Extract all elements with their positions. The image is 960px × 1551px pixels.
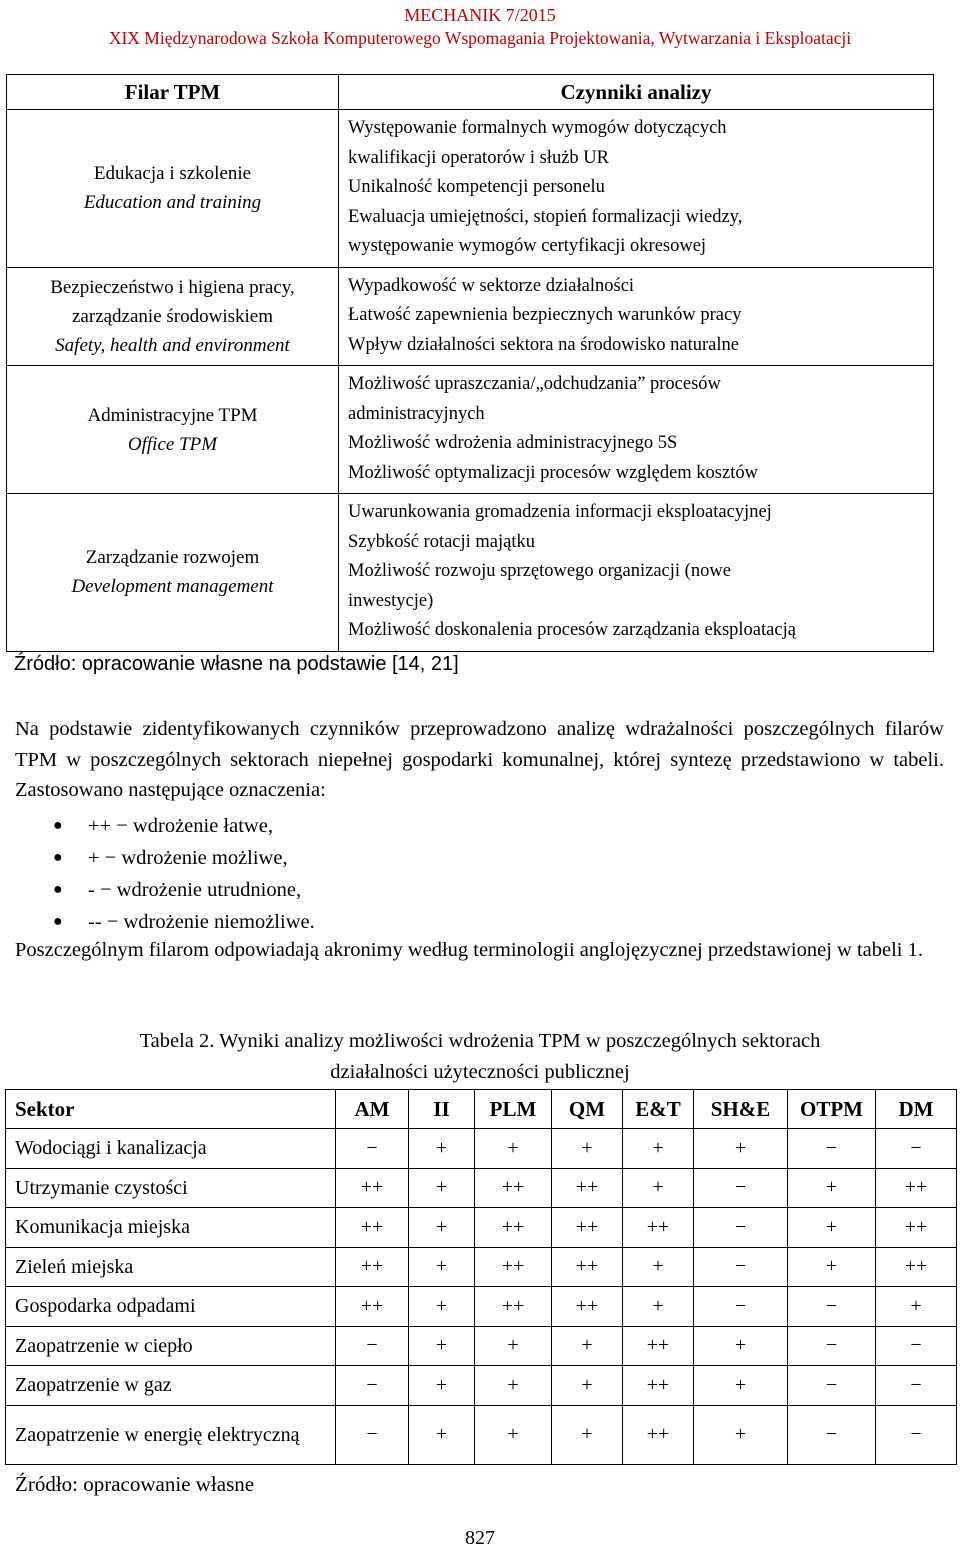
rating-cell: ++ bbox=[552, 1287, 623, 1327]
pillar-name-pl: Bezpieczeństwo i higiena pracy, bbox=[50, 276, 295, 298]
rating-cell: + bbox=[552, 1366, 623, 1406]
rating-cell: + bbox=[409, 1247, 475, 1287]
notation-text: -- − wdrożenie niemożliwe. bbox=[88, 911, 315, 933]
factor-line: Wypadkowość w sektorze działalności bbox=[348, 275, 635, 296]
pillar-name-en: Safety, health and environment bbox=[55, 334, 290, 356]
factor-line: kwalifikacji operatorów i służb UR bbox=[348, 147, 609, 168]
column-header-am: AM bbox=[336, 1090, 409, 1129]
column-header-sector: Sektor bbox=[6, 1090, 336, 1129]
rating-cell: ++ bbox=[475, 1247, 552, 1287]
rating-cell: + bbox=[694, 1366, 788, 1406]
rating-cell: + bbox=[788, 1168, 876, 1208]
rating-cell: + bbox=[409, 1287, 475, 1327]
factors-cell bbox=[339, 494, 934, 652]
rating-cell: + bbox=[788, 1208, 876, 1248]
rating-cell: + bbox=[475, 1326, 552, 1366]
factor-line: Szybkość rotacji majątku bbox=[348, 531, 536, 552]
sector-name: Gospodarka odpadami bbox=[6, 1287, 336, 1327]
table-header-row bbox=[6, 1090, 957, 1129]
table-row bbox=[6, 1168, 957, 1208]
bullet-icon: ● bbox=[53, 849, 63, 866]
rating-cell: − bbox=[788, 1287, 876, 1327]
rating-cell: + bbox=[694, 1405, 788, 1464]
pillar-cell bbox=[7, 110, 339, 268]
rating-cell: + bbox=[409, 1168, 475, 1208]
column-header-factors: Czynniki analizy bbox=[339, 75, 934, 110]
rating-cell: − bbox=[788, 1129, 876, 1169]
rating-cell: − bbox=[788, 1366, 876, 1406]
rating-cell: + bbox=[694, 1326, 788, 1366]
rating-cell: ++ bbox=[475, 1168, 552, 1208]
table-row bbox=[6, 1366, 957, 1406]
sector-name: Zaopatrzenie w ciepło bbox=[6, 1326, 336, 1366]
rating-cell: + bbox=[475, 1129, 552, 1169]
rating-cell: + bbox=[409, 1366, 475, 1406]
table-row bbox=[6, 1405, 957, 1464]
sector-name: Utrzymanie czystości bbox=[6, 1168, 336, 1208]
pillar-cell bbox=[7, 267, 339, 366]
caption-line: działalności użyteczności publicznej bbox=[330, 1061, 630, 1083]
paragraph-text: Na podstawie zidentyfikowanych czynników przeprowadzono analizę wdrażalności poszczególnych filarów TPM w poszczególnych sektorach niepełnej gospodarki komunalnej, której syntezę przedstawiono w tabeli. Zastosowano następujące oznaczenia: bbox=[15, 718, 944, 801]
table-row bbox=[6, 1287, 957, 1327]
table-row bbox=[6, 1208, 957, 1248]
paragraph-acronyms bbox=[15, 935, 944, 966]
column-header-plm: PLM bbox=[475, 1090, 552, 1129]
notation-text: - − wdrożenie utrudnione, bbox=[88, 879, 302, 901]
rating-cell: ++ bbox=[552, 1247, 623, 1287]
table2-source: Źródło: opracowanie własne bbox=[15, 1472, 255, 1496]
rating-cell: − bbox=[876, 1326, 957, 1366]
column-header-otpm: OTPM bbox=[788, 1090, 876, 1129]
rating-cell: + bbox=[623, 1168, 694, 1208]
table-row bbox=[7, 110, 934, 268]
rating-cell: ++ bbox=[623, 1405, 694, 1464]
rating-cell: − bbox=[336, 1326, 409, 1366]
rating-cell: ++ bbox=[336, 1168, 409, 1208]
rating-cell: + bbox=[623, 1129, 694, 1169]
column-header-she: SH&E bbox=[694, 1090, 788, 1129]
sector-name: Zieleń miejska bbox=[6, 1247, 336, 1287]
rating-cell: + bbox=[409, 1405, 475, 1464]
table2-caption bbox=[0, 1026, 960, 1088]
notation-item bbox=[15, 906, 315, 938]
factor-line: Możliwość rozwoju sprzętowego organizacji (nowe bbox=[348, 561, 731, 581]
pillar-name-pl: Administracyjne TPM bbox=[87, 404, 258, 426]
rating-cell: ++ bbox=[336, 1287, 409, 1327]
rating-cell: − bbox=[694, 1247, 788, 1287]
bullet-icon: ● bbox=[53, 881, 63, 898]
pillar-cell bbox=[7, 494, 339, 652]
rating-cell: + bbox=[409, 1208, 475, 1248]
rating-cell: ++ bbox=[623, 1366, 694, 1406]
sector-name: Wodociągi i kanalizacja bbox=[6, 1129, 336, 1169]
rating-cell: ++ bbox=[623, 1326, 694, 1366]
table-row bbox=[6, 1247, 957, 1287]
paragraph-text: Poszczególnym filarom odpowiadają akronimy według terminologii anglojęzycznej przedstawionej w tabeli 1. bbox=[15, 939, 923, 961]
rating-cell: − bbox=[694, 1208, 788, 1248]
table-row bbox=[7, 494, 934, 652]
rating-cell: ++ bbox=[475, 1287, 552, 1327]
bullet-icon: ● bbox=[53, 817, 63, 834]
table-row bbox=[7, 366, 934, 494]
factor-line: inwestycje) bbox=[348, 590, 434, 611]
sector-name: Komunikacja miejska bbox=[6, 1208, 336, 1248]
sector-name: Zaopatrzenie w gaz bbox=[6, 1366, 336, 1406]
notation-item bbox=[15, 874, 315, 906]
rating-cell: + bbox=[409, 1129, 475, 1169]
column-header-pillar: Filar TPM bbox=[7, 75, 339, 110]
rating-cell: ++ bbox=[552, 1208, 623, 1248]
factor-line: Wpływ działalności sektora na środowisko naturalne bbox=[348, 334, 739, 355]
table-row bbox=[6, 1129, 957, 1169]
rating-cell: + bbox=[876, 1287, 957, 1327]
notation-item bbox=[15, 810, 315, 842]
page-number: 827 bbox=[465, 1527, 495, 1549]
rating-cell: + bbox=[623, 1247, 694, 1287]
tpm-results-table bbox=[5, 1089, 957, 1465]
tpm-factors-table bbox=[6, 74, 934, 652]
rating-cell: ++ bbox=[336, 1247, 409, 1287]
factors-cell bbox=[339, 110, 934, 268]
factor-line: Możliwość wdrożenia administracyjnego 5S bbox=[348, 433, 678, 453]
factor-line: Możliwość upraszczania/„odchudzania” procesów bbox=[348, 374, 721, 394]
rating-cell: ++ bbox=[336, 1208, 409, 1248]
notation-text: + − wdrożenie możliwe, bbox=[88, 847, 288, 869]
bullet-icon: ● bbox=[53, 913, 63, 930]
factor-line: Łatwość zapewnienia bezpiecznych warunków pracy bbox=[348, 305, 742, 325]
caption-line: Tabela 2. Wyniki analizy możliwości wdrożenia TPM w poszczególnych sektorach bbox=[139, 1030, 821, 1052]
rating-cell: − bbox=[876, 1129, 957, 1169]
pillar-name-en: Office TPM bbox=[127, 433, 218, 455]
rating-cell: − bbox=[336, 1366, 409, 1406]
rating-cell: − bbox=[876, 1366, 957, 1406]
rating-cell: − bbox=[336, 1129, 409, 1169]
notation-list bbox=[15, 810, 315, 938]
table-header-row bbox=[7, 75, 934, 110]
pillar-name-pl: Zarządzanie rozwojem bbox=[85, 547, 260, 569]
pillar-name-en: Education and training bbox=[83, 192, 262, 214]
notation-text: ++ − wdrożenie łatwe, bbox=[88, 815, 273, 837]
rating-cell: − bbox=[788, 1326, 876, 1366]
rating-cell: − bbox=[694, 1168, 788, 1208]
rating-cell: + bbox=[552, 1405, 623, 1464]
rating-cell: + bbox=[475, 1405, 552, 1464]
rating-cell: + bbox=[475, 1366, 552, 1406]
rating-cell: ++ bbox=[876, 1247, 957, 1287]
rating-cell: + bbox=[623, 1287, 694, 1327]
rating-cell: − bbox=[336, 1405, 409, 1464]
rating-cell: ++ bbox=[623, 1208, 694, 1248]
notation-item bbox=[15, 842, 315, 874]
sector-name: Zaopatrzenie w energię elektryczną bbox=[6, 1405, 336, 1464]
factor-line: Ewaluacja umiejętności, stopień formalizacji wiedzy, bbox=[348, 206, 743, 227]
rating-cell: ++ bbox=[552, 1168, 623, 1208]
paragraph-intro bbox=[15, 714, 944, 806]
pillar-name-pl: zarządzanie środowiskiem bbox=[72, 305, 273, 327]
rating-cell: − bbox=[876, 1405, 957, 1464]
rating-cell: + bbox=[694, 1129, 788, 1169]
rating-cell: − bbox=[788, 1405, 876, 1464]
column-header-ii: II bbox=[409, 1090, 475, 1129]
factors-cell bbox=[339, 267, 934, 366]
factor-line: Możliwość optymalizacji procesów względem kosztów bbox=[348, 462, 758, 483]
factor-line: Występowanie formalnych wymogów dotyczących bbox=[348, 118, 727, 138]
rating-cell: − bbox=[694, 1287, 788, 1327]
journal-title: MECHANIK 7/2015 bbox=[404, 5, 556, 25]
factor-line: administracyjnych bbox=[348, 403, 485, 424]
pillar-name-pl: Edukacja i szkolenie bbox=[93, 163, 252, 185]
conference-title: XIX Międzynarodowa Szkoła Komputerowego Wspomagania Projektowania, Wytwarzania i Eksploatacji bbox=[108, 28, 852, 48]
rating-cell: ++ bbox=[475, 1208, 552, 1248]
factors-cell bbox=[339, 366, 934, 494]
rating-cell: ++ bbox=[876, 1208, 957, 1248]
rating-cell: + bbox=[552, 1326, 623, 1366]
rating-cell: + bbox=[409, 1326, 475, 1366]
factor-line: Unikalność kompetencji personelu bbox=[348, 177, 605, 197]
table1-source: Źródło: opracowanie własne na podstawie [14, 21] bbox=[14, 653, 459, 675]
table-row bbox=[7, 267, 934, 366]
factor-line: Możliwość doskonalenia procesów zarządzania eksploatacją bbox=[348, 620, 796, 640]
pillar-cell bbox=[7, 366, 339, 494]
rating-cell: + bbox=[788, 1247, 876, 1287]
factor-line: występowanie wymogów certyfikacji okresowej bbox=[348, 236, 707, 256]
column-header-dm: DM bbox=[876, 1090, 957, 1129]
rating-cell: ++ bbox=[876, 1168, 957, 1208]
journal-header bbox=[0, 4, 960, 50]
column-header-qm: QM bbox=[552, 1090, 623, 1129]
table-row bbox=[6, 1326, 957, 1366]
column-header-et: E&T bbox=[623, 1090, 694, 1129]
factor-line: Uwarunkowania gromadzenia informacji eksploatacyjnej bbox=[348, 502, 772, 522]
pillar-name-en: Development management bbox=[71, 576, 274, 598]
rating-cell: + bbox=[552, 1129, 623, 1169]
